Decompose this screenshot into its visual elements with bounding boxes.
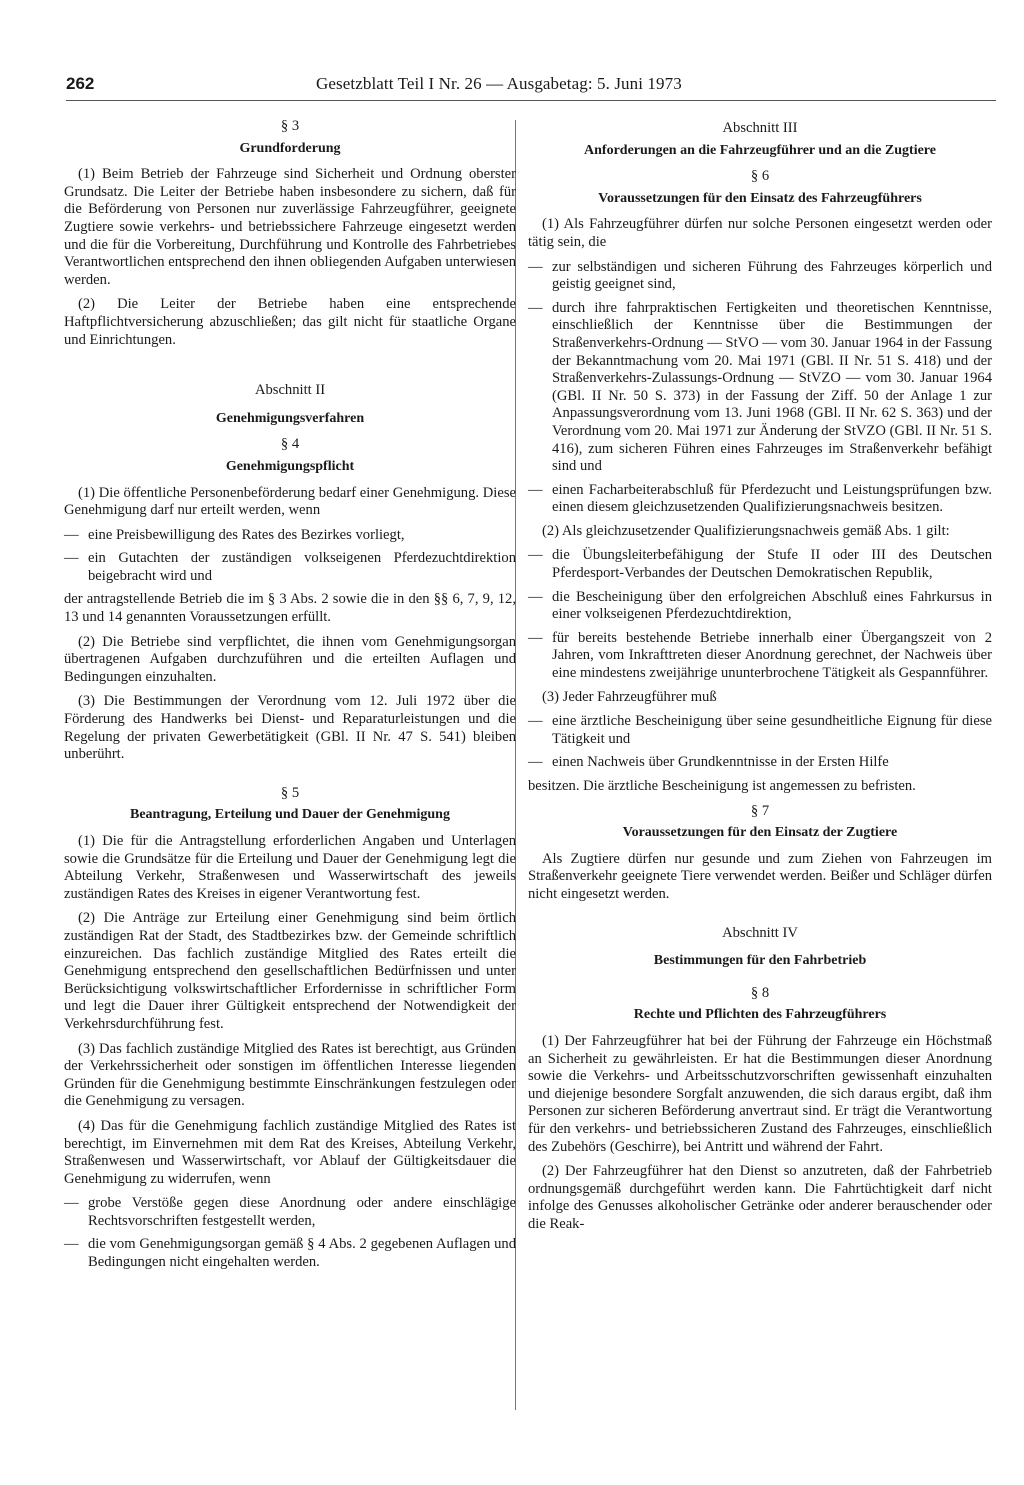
paragraph: (1) Die für die Antragstellung erforderlichen Angaben und Unterlagen sowie die Grundsätze für die Erteilung und Dauer der Genehmigung legt die Abteilung Verkehr, Straßenwesen und Wasserwirtschaft des jeweils zuständigen Rates des Kreises in eigener Verantwortung fest. — [64, 833, 516, 902]
list-item — [64, 527, 516, 545]
paragraph: besitzen. Die ärztliche Bescheinigung ist angemessen zu befristen. — [528, 778, 916, 794]
list-item — [528, 713, 992, 748]
dash-bullet: — — [64, 526, 79, 543]
section-title: Beantragung, Erteilung und Dauer der Genehmigung — [130, 807, 450, 823]
page-header — [66, 74, 996, 101]
section-symbol: § 3 — [280, 118, 300, 134]
right-column — [528, 120, 992, 1240]
running-head: Gesetzblatt Teil I Nr. 26 — Ausgabetag: 5. Juni 1973 — [316, 74, 682, 93]
dash-bullet: — — [528, 258, 543, 275]
list-item-text: einen Facharbeiterabschluß für Pferdezucht und Leistungsprüfungen bzw. einen diesem gleichzusetzenden Qualifizierungsnachweis besitzen. — [552, 481, 992, 516]
list-item-text: zur selbständigen und sicheren Führung des Fahrzeuges körperlich und geistig geeignet sind, — [552, 258, 992, 293]
list-item — [64, 1195, 516, 1230]
chapter-label: Abschnitt II — [254, 382, 326, 399]
paragraph: (4) Das für die Genehmigung fachlich zuständige Mitglied des Rates ist berechtigt, im Einvernehmen mit dem Rat des Kreises, Abteilung Verkehr, Straßenwesen und Wasserwirtschaft, vor Ablauf der Gültigkeitsdauer die Genehmigung zu widerrufen, wenn — [64, 1117, 516, 1187]
paragraph: (3) Jeder Fahrzeugführer muß — [542, 688, 717, 705]
dash-bullet: — — [528, 713, 543, 730]
list-item-text: die vom Genehmigungsorgan gemäß § 4 Abs. 2 gegebenen Auflagen und Bedingungen nicht eingehalten werden. — [88, 1236, 516, 1271]
dash-bullet: — — [64, 550, 79, 567]
section-title: Genehmigungspflicht — [225, 458, 355, 474]
list-item — [528, 547, 992, 582]
page-number: 262 — [66, 74, 95, 93]
list-item-text: durch ihre fahrpraktischen Fertigkeiten und theoretischen Kenntnisse, einschließlich der Kenntnisse über die Bestimmungen der Straßenverkehrs-Ordnung — StVO — vom 30. Januar 1964 in der Fassung der Bekanntmachung vom 20. Mai 1971 (GBl. II Nr. 51 S. 418) und der Straßenverkehrs-Zulassungs-Ordnung — StVZO — vom 30. Januar 1964 (GBl. II Nr. 50 S. 373) in der Fassung der Ziff. 50 der Anlage 1 zur Anpassungsverordnung vom 13. Juni 1968 (GBl. II Nr. 62 S. 363) und der Verordnung vom 20. Mai 1971 zur Änderung der StVZO (GBl. II Nr. 51 S. 416), zum sicheren Führen eines Fahrzeuges im Straßenverkehr befähigt sind und — [552, 299, 992, 475]
paragraph: (2) Als gleichzusetzender Qualifizierungsnachweis gemäß Abs. 1 gilt: — [542, 522, 950, 539]
chapter-title: Anforderungen an die Fahrzeugführer und an die Zugtiere — [584, 142, 936, 158]
left-column — [64, 118, 516, 1278]
section-symbol: § 7 — [750, 802, 770, 819]
paragraph: (2) Die Betriebe sind verpflichtet, die ihnen vom Genehmigungsorgan übertragenen Aufgaben durchzuführen und die erteilten Auflagen und Bedingungen einzuhalten. — [64, 633, 516, 685]
section-title: Voraussetzungen für den Einsatz des Fahrzeugführers — [598, 190, 922, 206]
paragraph: (2) Der Fahrzeugführer hat den Dienst so anzutreten, daß der Fahrbetrieb ordnungsgemäß durchgeführt werden kann. Die Fahrtüchtigkeit darf nicht infolge des Genusses alkoholischer Getränke oder anderer berauschender oder die Reak- — [528, 1163, 992, 1232]
section-symbol: § 8 — [750, 984, 770, 1001]
chapter-label: Abschnitt IV — [722, 924, 798, 941]
paragraph: (2) Die Anträge zur Erteilung einer Genehmigung sind beim örtlich zuständigen Rat der Stadt, des Stadtbezirkes bzw. der Gemeinde schriftlich einzureichen. Das fachlich zuständige Mitglied des Rates erteilt die Genehmigung entsprechend den gesellschaftlichen Bedürfnissen und unter Berücksichtigung volkswirtschaftlicher Erfordernisse in schriftlicher Form und legt die Dauer ihrer Gültigkeit entsprechend der Notwendigkeit der Verkehrsdurchführung fest. — [64, 910, 516, 1032]
section-title: Grundforderung — [239, 140, 341, 156]
dash-bullet: — — [528, 547, 543, 564]
dash-bullet: — — [64, 1195, 79, 1212]
list-item-text: die Bescheinigung über den erfolgreichen Abschluß eines Fahrkursus in einer volkseigenen Pferdezuchtdirektion, — [552, 588, 992, 623]
dash-bullet: — — [528, 299, 543, 316]
section-symbol: § 4 — [280, 436, 300, 453]
list-item-text: die Übungsleiterbefähigung der Stufe II oder III des Deutschen Pferdesport-Verbandes der Deutschen Demokratischen Republik, — [552, 547, 992, 582]
dash-bullet: — — [528, 629, 543, 646]
list-item — [64, 1236, 516, 1271]
section-title: Voraussetzungen für den Einsatz der Zugtiere — [622, 825, 898, 841]
dash-bullet: — — [528, 588, 543, 605]
list-item — [528, 482, 992, 517]
paragraph: (3) Die Bestimmungen der Verordnung vom 12. Juli 1972 über die Förderung des Handwerks bei Dienst- und Reparaturleistungen und die Regelung der privaten Gewerbetätigkeit (GBl. II Nr. 47 S. 541) bleiben unberührt. — [64, 693, 516, 763]
chapter-title: Bestimmungen für den Fahrbetrieb — [653, 953, 867, 969]
list-item — [528, 630, 992, 683]
section-symbol: § 6 — [750, 168, 770, 185]
list-item — [528, 259, 992, 294]
chapter-label: Abschnitt III — [722, 120, 798, 136]
list-item — [528, 300, 992, 476]
list-item-text: eine Preisbewilligung des Rates des Bezirkes vorliegt, — [88, 526, 405, 543]
section-title: Rechte und Pflichten des Fahrzeugführers — [633, 1007, 887, 1023]
list-item — [528, 589, 992, 624]
dash-bullet: — — [528, 481, 543, 498]
list-item — [528, 754, 992, 772]
list-item-text: ein Gutachten der zuständigen volkseigenen Pferdezuchtdirektion beigebracht wird und — [88, 550, 516, 584]
list-item — [64, 550, 516, 585]
paragraph: (1) Beim Betrieb der Fahrzeuge sind Sicherheit und Ordnung oberster Grundsatz. Die Leiter der Betriebe haben insbesondere zu sichern, daß für die Beförderung von Personen nur zuverlässige Fahrzeugführer, geeignete Zugtiere sowie verkehrs- und betriebssichere Fahrzeuge eingesetzt werden und die für die Vorbereitung, Durchführung und Kontrolle des Fahrbetriebes Verantwortlichen entsprechend den ihnen obliegenden Aufgaben unterwiesen werden. — [64, 166, 516, 288]
paragraph: (1) Der Fahrzeugführer hat bei der Führung der Fahrzeuge ein Höchstmaß an Sicherheit zu gewährleisten. Er hat die Bestimmungen dieser Anordnung sowie die Verkehrs- und Arbeitsschutzvorschriften gewissenhaft einzuhalten und diejenige besondere Sorgfalt anzuwenden, die sich daraus ergibt, daß ihm Personen zur sicheren Beförderung anvertraut sind. Er trägt die Verantwortung für den verkehrs- und betriebssicheren Zustand des Fahrzeuges, einschließlich des Zubehörs (Geschirre), bei Antritt und während der Fahrt. — [528, 1032, 992, 1155]
paragraph: (2) Die Leiter der Betriebe haben eine entsprechende Haftpflichtversicherung abzuschließen; das gilt nicht für staatliche Organe und Einrichtungen. — [64, 296, 516, 348]
paragraph: (1) Die öffentliche Personenbeförderung bedarf einer Genehmigung. Diese Genehmigung darf nur erteilt werden, wenn — [64, 484, 516, 519]
list-item-text: eine ärztliche Bescheinigung über seine gesundheitliche Eignung für diese Tätigkeit und — [552, 713, 992, 747]
dash-bullet: — — [64, 1236, 79, 1253]
list-item-text: grobe Verstöße gegen diese Anordnung oder andere einschlägige Rechtsvorschriften festgestellt werden, — [88, 1195, 516, 1229]
paragraph: (3) Das fachlich zuständige Mitglied des Rates ist berechtigt, aus Gründen der Verkehrssicherheit oder sonstigen im öffentlichen Interesse liegenden Gründen für die Genehmigung bestimmte Einschränkungen festzulegen oder die Genehmigung zu versagen. — [64, 1040, 516, 1110]
section-symbol: § 5 — [280, 784, 300, 801]
paragraph: (1) Als Fahrzeugführer dürfen nur solche Personen eingesetzt werden oder tätig sein, die — [528, 216, 992, 250]
list-item-text: für bereits bestehende Betriebe innerhalb einer Übergangszeit von 2 Jahren, vom Inkrafttreten dieser Anordnung gerechnet, der Nachweis über eine mindestens zweijährige ununterbrochene Tätigkeit als Gespannführer. — [552, 629, 992, 682]
dash-bullet: — — [528, 754, 543, 771]
paragraph: Als Zugtiere dürfen nur gesunde und zum Ziehen von Fahrzeugen im Straßenverkehr geeignete Tiere verwendet werden. Beißer und Schläger dürfen nicht eingesetzt werden. — [528, 850, 992, 902]
chapter-title: Genehmigungsverfahren — [215, 410, 365, 426]
list-item-text: einen Nachweis über Grundkenntnisse in der Ersten Hilfe — [552, 754, 889, 771]
paragraph: der antragstellende Betrieb die im § 3 Abs. 2 sowie die in den §§ 6, 7, 9, 12, 13 und 14 genannten Voraussetzungen erfüllt. — [64, 591, 516, 626]
